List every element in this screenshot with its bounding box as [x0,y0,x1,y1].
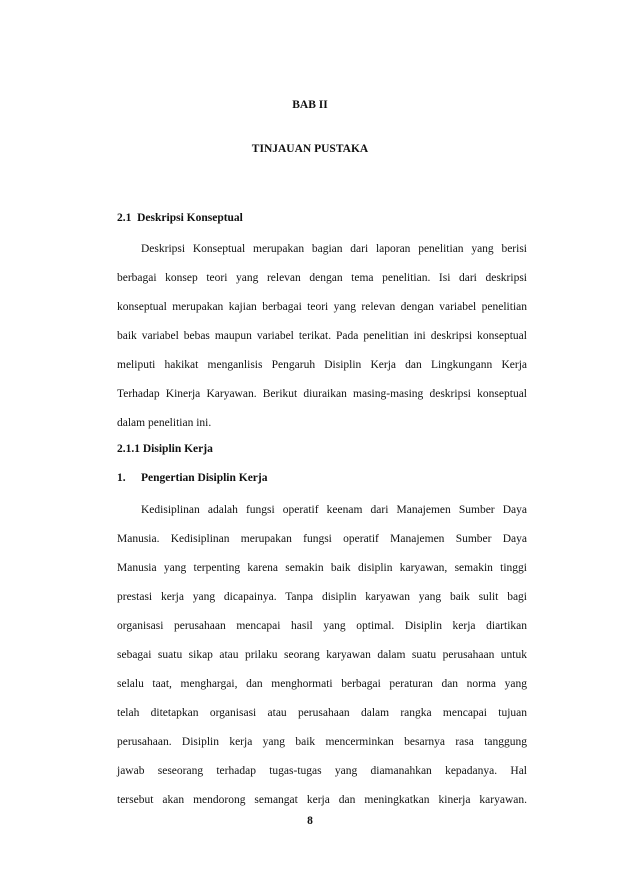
paragraph-line: tersebut akan mendorong semangat kerja dan meningkatkan kinerja karyawan. [117,794,527,806]
section-title: Deskripsi Konseptual [137,212,243,224]
item-heading [117,472,268,484]
paragraph-line: Deskripsi Konseptual merupakan bagian dari laporan penelitian yang berisi [141,243,527,255]
paragraph-line: sebagai suatu sikap atau prilaku seorang karyawan dalam suatu perusahaan untuk [117,649,527,661]
paragraph-line: jawab seseorang terhadap tugas-tugas yang diamanahkan kepadanya. Hal [117,765,527,777]
paragraph-line: baik variabel bebas maupun variabel terikat. Pada penelitian ini deskripsi konseptual [117,330,527,342]
paragraph-line: selalu taat, menghargai, dan menghormati berbagai peraturan dan norma yang [117,678,527,690]
paragraph-line: Manusia. Kedisiplinan merupakan fungsi operatif Manajemen Sumber Daya [117,533,527,545]
paragraph-line: perusahaan. Disiplin kerja yang baik mencerminkan besarnya rasa tanggung [117,736,527,748]
chapter-number: BAB II [292,99,328,111]
paragraph-line: konseptual merupakan kajian berbagai teori yang relevan dengan variabel penelitian [117,301,527,313]
paragraph-line: Kedisiplinan adalah fungsi operatif keenam dari Manajemen Sumber Daya [141,504,527,516]
paragraph-line: Manusia yang terpenting karena semakin baik disiplin karyawan, semakin tinggi [117,562,527,574]
page-number: 8 [307,815,313,827]
subsection-number: 2.1.1 [117,443,140,455]
item-number: 1. [117,472,126,484]
section-heading [117,212,243,224]
chapter-title: TINJAUAN PUSTAKA [251,143,369,155]
subsection-title: Disiplin Kerja [142,443,213,455]
paragraph-line: Terhadap Kinerja Karyawan. Berikut diuraikan masing-masing deskripsi konseptual [117,388,527,400]
paragraph-line: telah ditetapkan organisasi atau perusahaan dalam rangka mencapai tujuan [117,707,527,719]
paragraph-line: dalam penelitian ini. [117,417,212,429]
paragraph-line: prestasi kerja yang dicapainya. Tanpa disiplin karyawan yang baik sulit bagi [117,591,527,603]
paragraph-line: organisasi perusahaan mencapai hasil yang optimal. Disiplin kerja diartikan [117,620,527,632]
subsection-heading [117,443,213,455]
section-number: 2.1 [117,212,132,224]
item-title: Pengertian Disiplin Kerja [141,472,268,484]
paragraph-line: berbagai konsep teori yang relevan dengan tema penelitian. Isi dari deskripsi [117,272,527,284]
paragraph-line: meliputi hakikat menganlisis Pengaruh Disiplin Kerja dan Lingkungann Kerja [117,359,527,371]
